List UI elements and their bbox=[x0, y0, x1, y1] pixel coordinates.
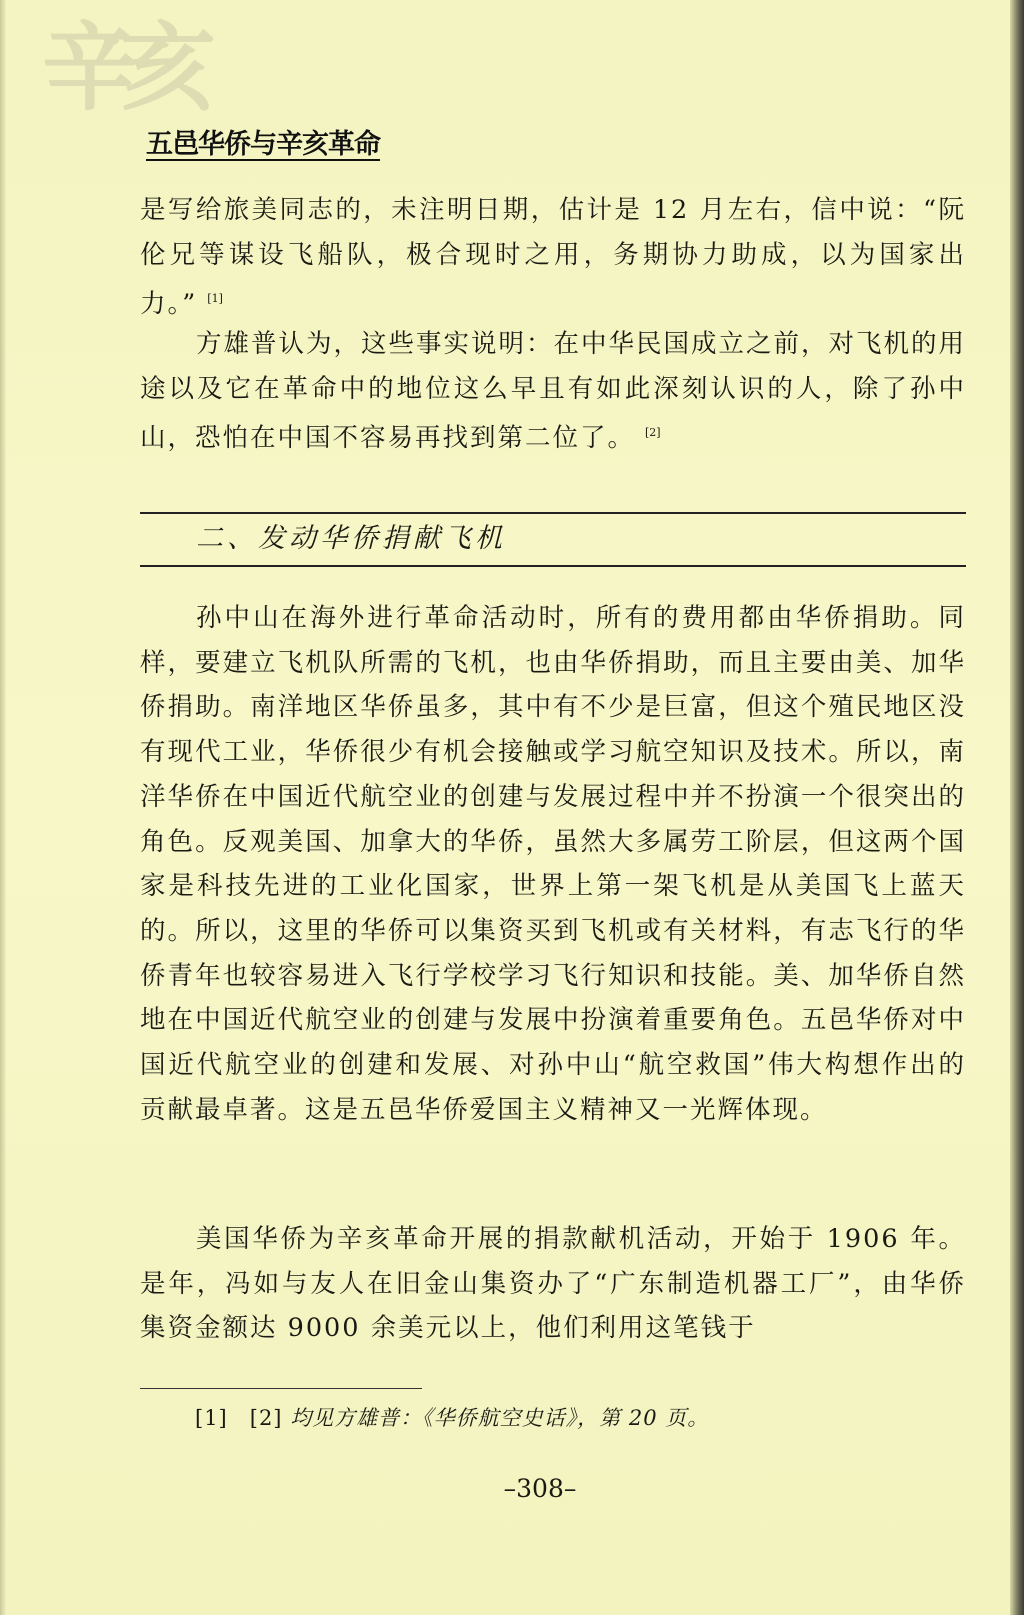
paragraph-3: 孙中山在海外进行革命活动时，所有的费用都由华侨捐助。同样，要建立飞机队所需的飞机，也由华侨捐助，而且主要由美、加华侨捐助。南洋地区华侨虽多，其中有不少是巨富，但这个殖民地区没有现代工业，华侨很少有机会接触或学习航空知识及技术。所以，南洋华侨在中国近代航空业的创建与发展过程中并不扮演一个很突出的角色。反观美国、加拿大的华侨，虽然大多属劳工阶层，但这两个国家是科技先进的工业化国家，世界上第一架飞机是从美国飞上蓝天的。所以，这里的华侨可以集资买到飞机或有关材料，有志飞行的华侨青年也较容易进入飞行学校学习飞行知识和技能。美、加华侨自然地在中国近代航空业的创建与发展中扮演着重要角色。五邑华侨对中国近代航空业的创建和发展、对孙中山“航空救国”伟大构想作出的贡献最卓著。这是五邑华侨爱国主义精神又一光辉体现。 bbox=[140, 603, 966, 1125]
page-number: –308– bbox=[503, 1474, 577, 1503]
footnote-ref-1: [1] bbox=[207, 292, 223, 305]
section-heading: 二、发动华侨捐献飞机 bbox=[196, 523, 506, 554]
footnote-text: 均见方雄普：《华侨航空史话》，第 20 页。 bbox=[290, 1406, 710, 1430]
footnote bbox=[195, 1402, 709, 1432]
paragraph-4: 美国华侨为辛亥革命开展的捐款献机活动，开始于 1906 年。是年，冯如与友人在旧金山集资办了“广东制造机器工厂”，由华侨集资金额达 9000 余美元以上，他们利用这笔钱于 bbox=[140, 1224, 966, 1344]
running-head-title: 五邑华侨与辛亥革命 bbox=[146, 129, 380, 160]
header-watermark: 辛亥 bbox=[42, 12, 198, 124]
section-rule-top bbox=[140, 512, 966, 514]
footnote-ref-2: [2] bbox=[645, 426, 661, 439]
footnote-marks: [1] [2] bbox=[195, 1406, 283, 1430]
paragraph-2 bbox=[140, 322, 966, 461]
page-left-edge bbox=[0, 0, 6, 1615]
page-binding-edge bbox=[1010, 0, 1024, 1615]
paragraph-1 bbox=[140, 188, 966, 327]
paragraph-1-text: 是写给旅美同志的，未注明日期，估计是 12 月左右，信中说：“阮伦兄等谋设飞船队，极合现时之用，务期协力助成，以为国家出力。” bbox=[140, 195, 966, 319]
paragraph-2-text: 方雄普认为，这些事实说明：在中华民国成立之前，对飞机的用途以及它在革命中的地位这么早且有如此深刻认识的人，除了孙中山，恐怕在中国不容易再找到第二位了。 bbox=[140, 329, 967, 453]
section-rule-bottom bbox=[140, 565, 966, 567]
footnote-divider bbox=[140, 1388, 422, 1389]
